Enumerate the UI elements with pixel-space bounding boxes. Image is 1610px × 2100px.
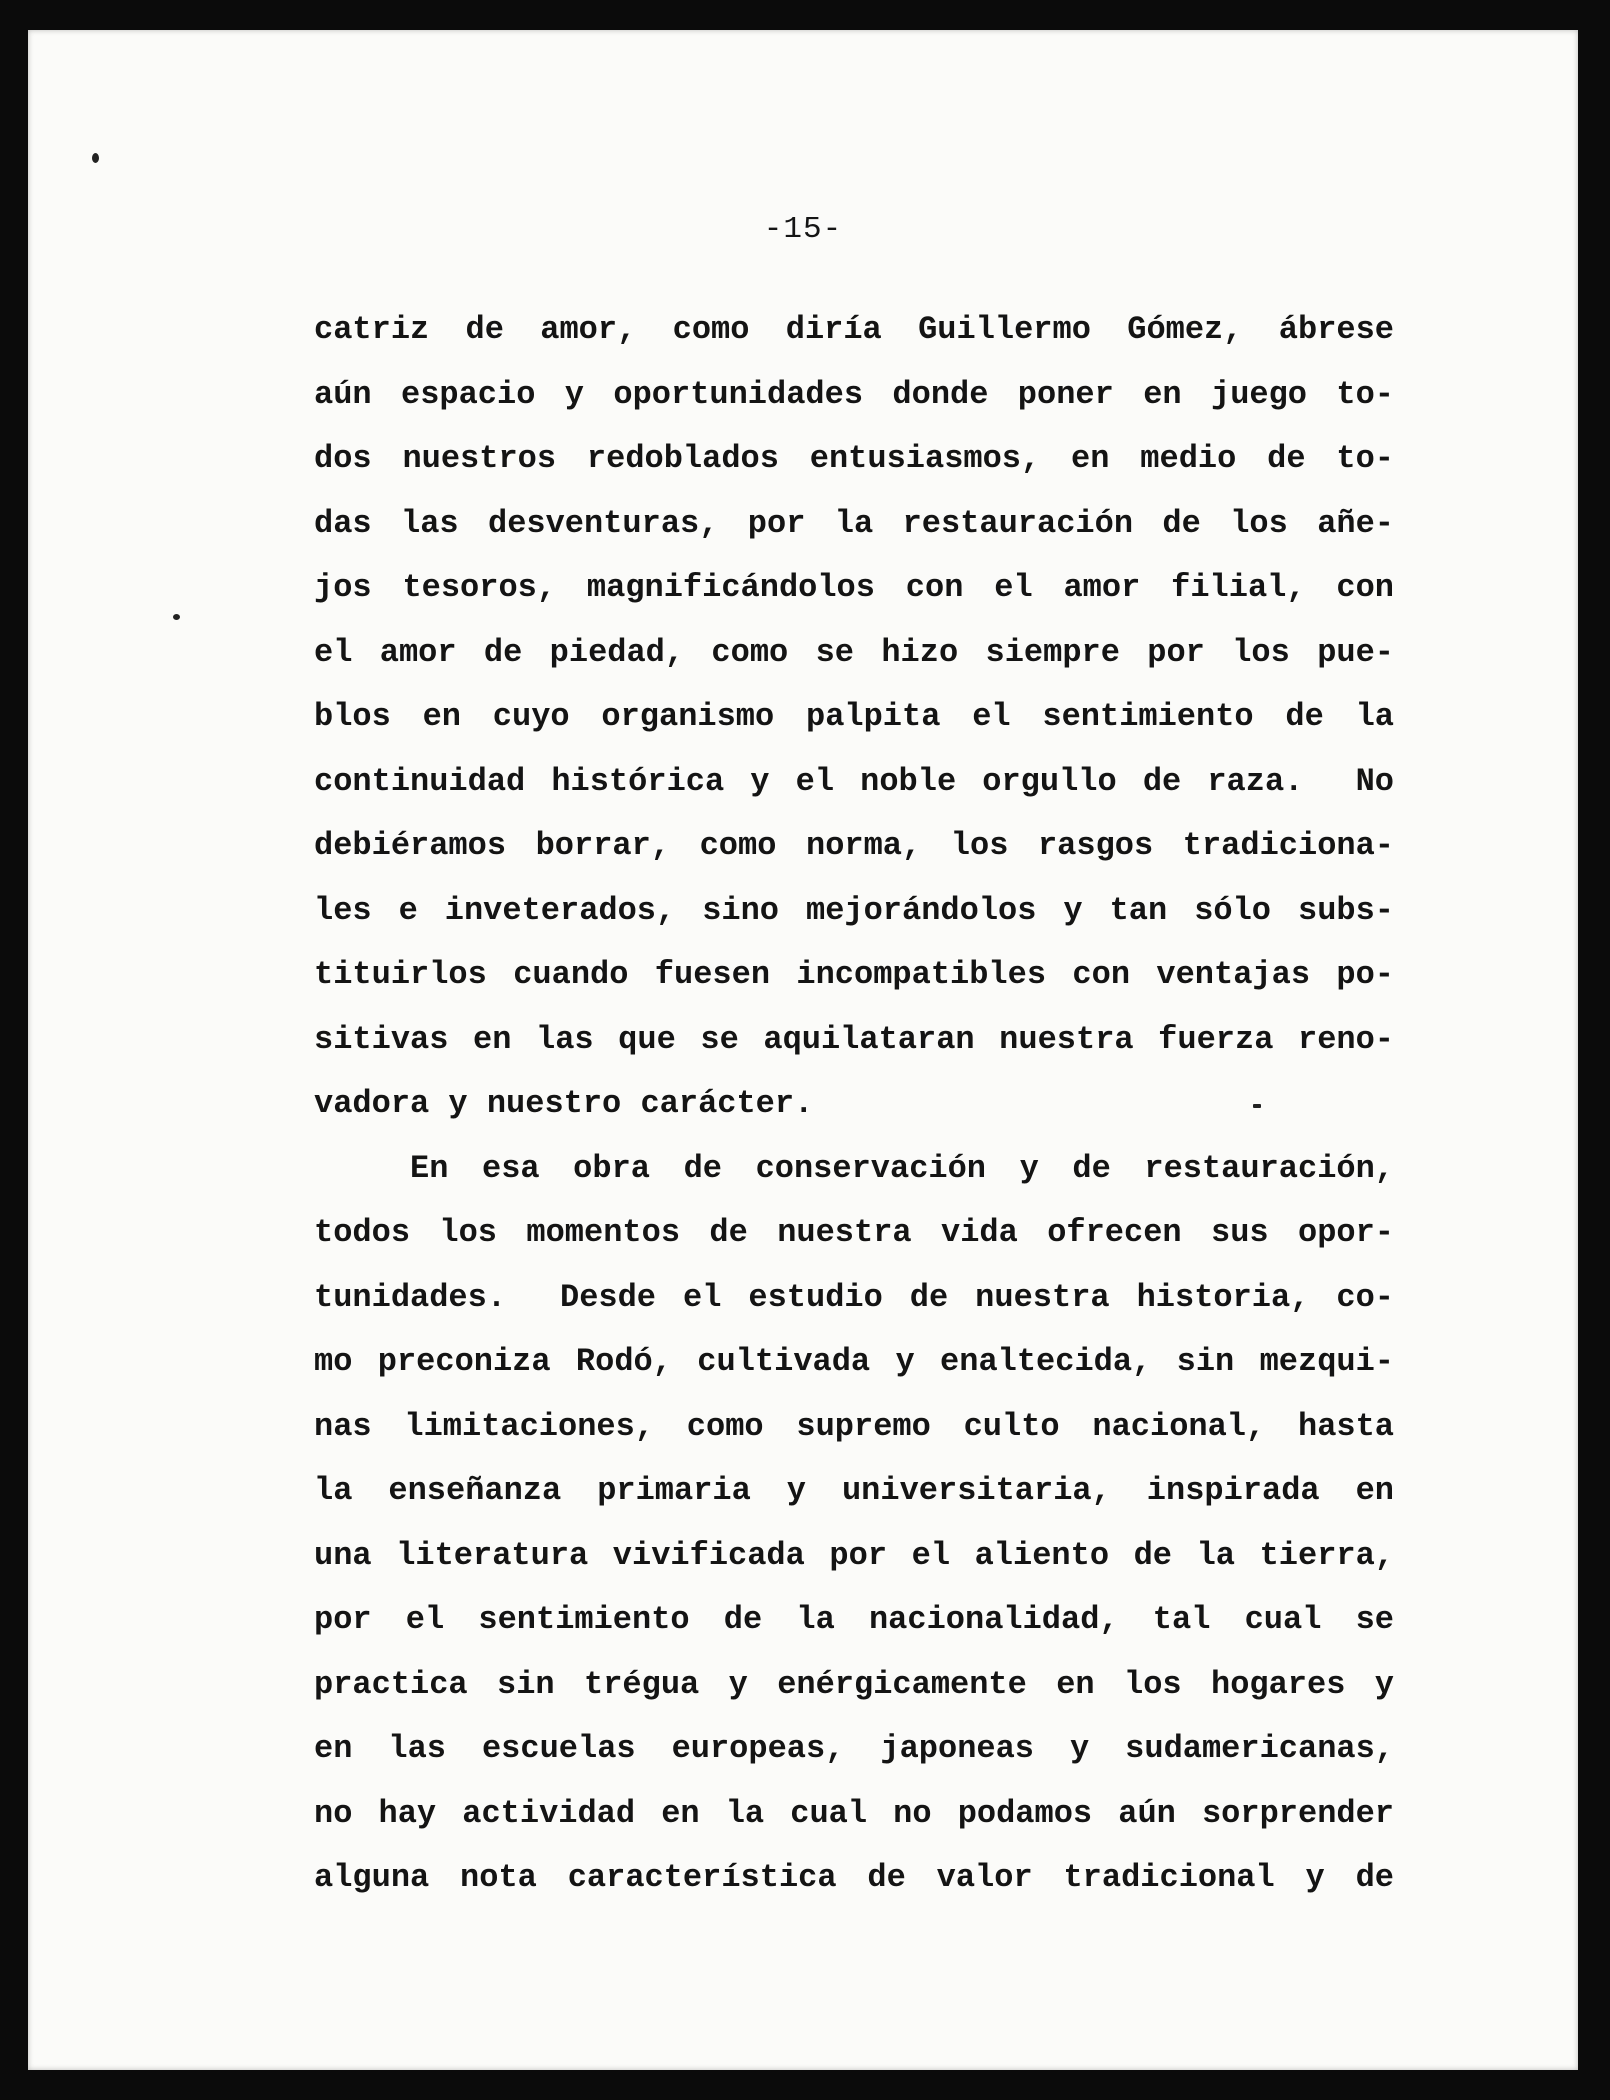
text-line: das las desventuras, por la restauración de los añe-: [314, 504, 1394, 542]
document-page: [28, 30, 1578, 2070]
text-line: una literatura vivificada por el aliento de la tierra,: [314, 1536, 1394, 1574]
text-line: el amor de piedad, como se hizo siempre por los pue-: [314, 633, 1394, 671]
ink-speck: [92, 153, 99, 163]
text-line: practica sin trégua y enérgicamente en los hogares y: [314, 1665, 1394, 1703]
text-line: En esa obra de conservación y de restauración,: [410, 1149, 1394, 1187]
body-text: [314, 298, 1394, 1911]
text-line: les e inveterados, sino mejorándolos y tan sólo subs-: [314, 891, 1394, 929]
text-line: sitivas en las que se aquilataran nuestra fuerza reno-: [314, 1020, 1394, 1058]
text-line: todos los momentos de nuestra vida ofrecen sus opor-: [314, 1214, 1394, 1251]
text-line: mo preconiza Rodó, cultivada y enaltecida, sin mezqui-: [314, 1343, 1394, 1380]
text-line: nas limitaciones, como supremo culto nacional, hasta: [314, 1407, 1394, 1445]
text-line: no hay actividad en la cual no podamos aún sorprender: [314, 1794, 1394, 1832]
text-line: la enseñanza primaria y universitaria, inspirada en: [314, 1472, 1394, 1509]
text-line: blos en cuyo organismo palpita el sentimiento de la: [314, 698, 1394, 735]
text-line: tituirlos cuando fuesen incompatibles con ventajas po-: [314, 956, 1394, 993]
text-line: debiéramos borrar, como norma, los rasgos tradiciona-: [314, 827, 1394, 864]
text-line: catriz de amor, como diría Guillermo Gómez, ábrese: [314, 311, 1394, 348]
text-line: aún espacio y oportunidades donde poner en juego to-: [314, 375, 1394, 413]
text-line: vadora y nuestro carácter.: [314, 1085, 814, 1122]
text-line: por el sentimiento de la nacionalidad, tal cual se: [314, 1601, 1394, 1638]
text-line: jos tesoros, magnificándolos con el amor filial, con: [314, 569, 1394, 606]
text-line: tunidades. Desde el estudio de nuestra historia, co-: [314, 1278, 1394, 1316]
text-line: en las escuelas europeas, japoneas y sudamericanas,: [314, 1730, 1394, 1767]
page-number: -15-: [763, 212, 843, 247]
text-line: continuidad histórica y el noble orgullo de raza. No: [314, 762, 1394, 800]
text-line: alguna nota característica de valor tradicional y de: [314, 1859, 1394, 1896]
text-line: dos nuestros redoblados entusiasmos, en medio de to-: [314, 440, 1394, 477]
ink-speck: [173, 614, 180, 620]
